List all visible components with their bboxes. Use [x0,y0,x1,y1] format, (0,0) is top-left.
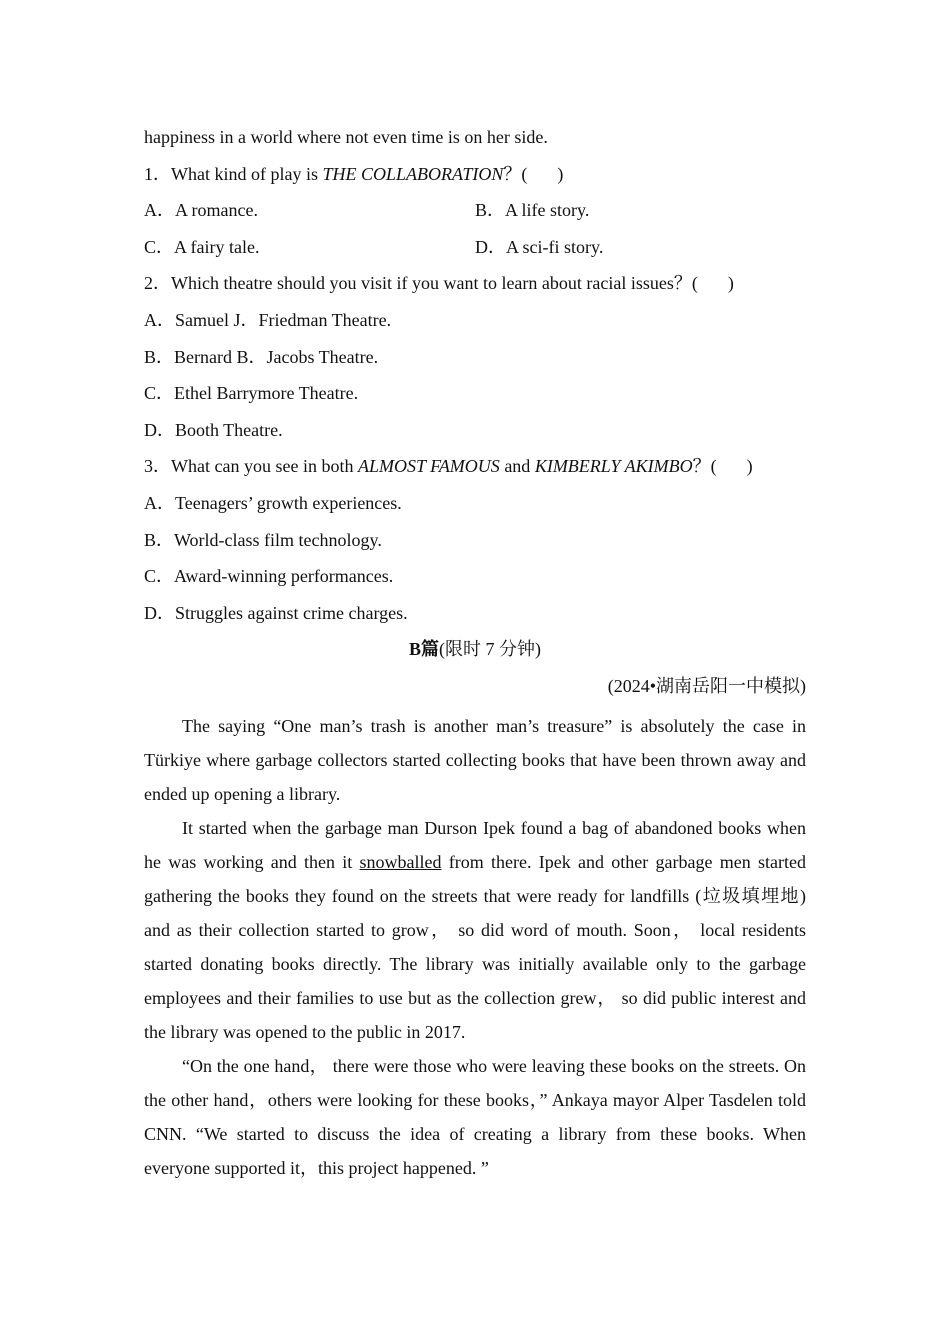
passage-paragraph-1: The saying “One man’s trash is another man’s treasure” is absolutely the case in Türkiye where garbage collectors started collecting books that have been thrown away and ended up opening a library. [144,715,806,804]
section-label: B篇 [408,639,439,660]
question-1-options-row-1 [144,196,806,233]
page-content [144,123,806,1185]
question-3-option-b: B．World-class film technology. [144,529,382,550]
section-source: (2024•湖南岳阳一中模拟) [607,675,806,696]
question-3-stem-mid: and [499,456,535,477]
answer-blank-close: ) [746,456,753,477]
question-1-stem [144,160,806,197]
question-2-option-d: D．Booth Theatre. [144,419,283,440]
question-2-option-a: A．Samuel J．Friedman Theatre. [144,309,392,330]
question-2-option-c: C．Ethel Barrymore Theatre. [144,383,359,404]
question-1-option-c: C．A fairy tale. [144,236,260,257]
underlined-word-snowballed: snowballed [359,851,442,872]
question-3-option-a: A．Teenagers’ growth experiences. [144,492,402,513]
question-3-option-d: D．Struggles against crime charges. [144,602,408,623]
passage-paragraph-2-end: from there. Ipek and other garbage men started gathering the books they found on the streets that were ready for landfills (垃圾填埋地) and as their collection started to grow， so did word of mouth. Soon， local residents started donating books directly. The library was initially available only to the garbage employees and their families to use but as the collection grew， so did public interest and the library was opened to the public in 2017. [144,851,806,1042]
question-3-stem-start: 3．What can you see in both [144,456,358,477]
question-1-stem-end: ？( [503,163,528,184]
question-2-option-b: B．Bernard B．Jacobs Theatre. [144,346,379,367]
question-2-stem-text: 2．Which theatre should you visit if you want to learn about racial issues？( [144,273,698,294]
answer-blank-close: ) [557,163,564,184]
question-1-option-d: D．A sci-fi story. [475,236,604,257]
question-1-option-b: B．A life story. [475,200,590,221]
play-title-kimberly-akimbo: KIMBERLY AKIMBO [534,456,693,477]
play-title-almost-famous: ALMOST FAMOUS [357,456,500,477]
passage-paragraph-2 [144,811,806,1049]
question-2-stem [144,269,806,306]
question-3-stem-end: ？( [692,456,717,477]
intro-tail-text: happiness in a world where not even time is on her side. [144,127,548,147]
question-1-options-row-2 [144,233,806,270]
question-1-option-a: A．A romance. [144,200,258,221]
section-time-limit: (限时 7 分钟) [439,639,541,660]
play-title-collaboration: THE COLLABORATION [322,163,504,184]
passage-paragraph-3: “On the one hand， there were those who were leaving these books on the streets. On the other hand，others were looking for these books，” Ankaya mayor Alper Tasdelen told CNN. “We started to discuss the idea of creating a library from these books. When everyone supported it，this project happened. ” [144,1055,806,1178]
question-3-stem [144,452,806,489]
answer-blank-close: ) [727,273,734,294]
passage-paragraph-2-start: It started when the garbage man Durson Ipek found a bag of abandoned books when he was working and then it [144,817,806,872]
question-1-stem-start: 1．What kind of play is [144,163,323,184]
section-heading [144,635,806,672]
question-3-option-c: C．Award-winning performances. [144,566,394,587]
